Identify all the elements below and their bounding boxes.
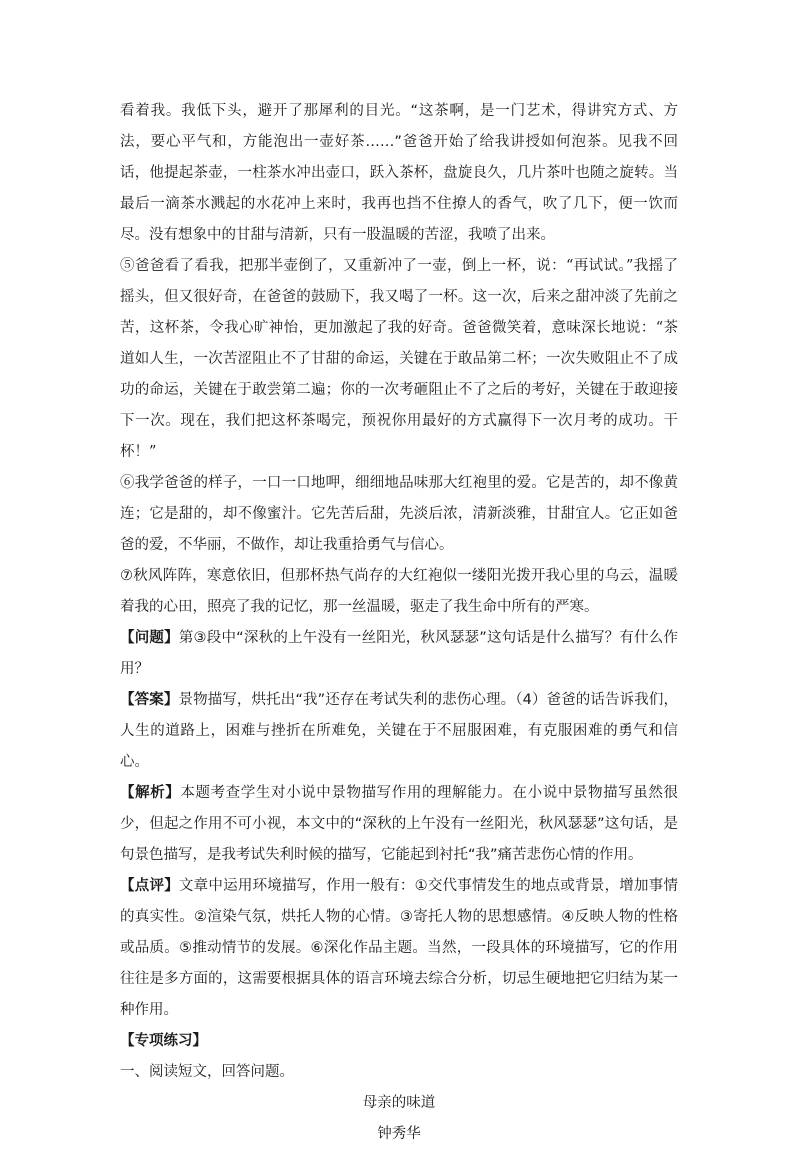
practice-instruction: 一、阅读短文，回答问题。	[120, 1064, 294, 1080]
comment-text: 文章中运用环境描写，作用一般有：①交代事情发生的地点或背景，增加事情的真实性。②渲染气氛，烘托人物的心情。③寄托人物的思想感情。④反映人物的性格或品质。⑤推动情节的发展。⑥深化作品主题。当然，一段具体的环境描写，它的作用往往是多方面的，这需要根据具体的语言环境去综合分析，切忌生硬地把它归结为某一种作用。	[120, 878, 678, 1018]
answer-label: 【答案】	[120, 692, 179, 708]
paragraph-5: ⑤爸爸看了看我，把那半壶倒了，又重新冲了一壶，倒上一杯，说：“再试试。”我摇了摇头，但又很好奇，在爸爸的鼓励下，我又喝了一杯。这一次，后来之甜冲淡了先前之苦，这杯茶，令我心旷神怡，更加激起了我的好奇。爸爸微笑着，意味深长地说：“茶道如人生，一次苦涩阻止不了甘甜的命运，关键在于敢品第二杯；一次失败阻止不了成功的命运，关键在于敢尝第二遍；你的一次考砸阻止不了之后的考好，关键在于敢迎接下一次。现在，我们把这杯茶喝完，预祝你用最好的方式赢得下一次月考的成功。干杯！”	[120, 258, 678, 460]
answer-text: 景物描写，烘托出“我”还存在考试失利的悲伤心理。（4）爸爸的话告诉我们，人生的道路上，困难与挫折在所难免，关键在于不屈服困难，有克服困难的勇气和信心。	[120, 692, 679, 770]
analysis-label: 【解析】	[120, 785, 181, 801]
document-page	[120, 96, 678, 1150]
paragraph-7: ⑦秋风阵阵，寒意依旧，但那杯热气尚存的大红袍似一缕阳光拨开我心里的乌云，温暖着我的心田，照亮了我的记忆，那一丝温暖，驱走了我生命中所有的严寒。	[120, 568, 678, 615]
article-title: 母亲的味道	[362, 1095, 436, 1111]
article-author: 钟秀华	[377, 1126, 421, 1142]
paragraph-4-continued: 看着我。我低下头，避开了那犀利的目光。“这茶啊，是一门艺术，得讲究方式、方法，要心平气和，方能泡出一壶好茶……”爸爸开始了给我讲授如何泡茶。见我不回话，他提起茶壶，一柱茶水冲出壶口，跃入茶杯，盘旋良久，几片茶叶也随之旋转。当最后一滴茶水溅起的水花冲上来时，我再也挡不住撩人的香气，吹了几下，便一饮而尽。没有想象中的甘甜与清新，只有一股温暖的苦涩，我喷了出来。	[120, 103, 678, 243]
question-text: 第③段中“深秋的上午没有一丝阳光，秋风瑟瑟”这句话是什么描写？有什么作用？	[120, 630, 678, 677]
analysis-block	[120, 778, 678, 871]
comment-label: 【点评】	[120, 878, 179, 894]
practice-heading: 【专项练习】	[120, 1033, 207, 1049]
answer-block	[120, 685, 678, 778]
analysis-text: 本题考查学生对小说中景物描写作用的理解能力。在小说中景物描写虽然很少，但起之作用不可小视，本文中的“深秋的上午没有一丝阳光，秋风瑟瑟”这句话，是句景色描写，是我考试失利时候的描写，它能起到衬托“我”痛苦悲伤心情的作用。	[120, 785, 678, 863]
paragraph-6: ⑥我学爸爸的样子，一口一口地呷，细细地品味那大红袍里的爱。它是苦的，却不像黄连；它是甜的，却不像蜜汁。它先苦后甜，先淡后浓，清新淡雅，甘甜宜人。它正如爸爸的爱，不华丽，不做作，却让我重拾勇气与信心。	[120, 475, 678, 553]
question-label: 【问题】	[120, 630, 179, 646]
comment-block	[120, 871, 678, 1026]
question-block	[120, 623, 678, 685]
